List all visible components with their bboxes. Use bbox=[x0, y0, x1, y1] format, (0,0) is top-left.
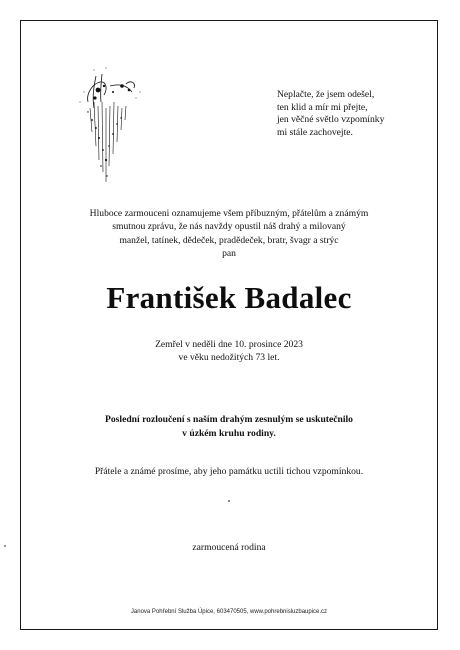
family-signature: zarmoucená rodina bbox=[192, 542, 266, 553]
deceased-name: František Badalec bbox=[106, 280, 352, 315]
memorial-poem: Neplačte, že jsem odešel, ten klid a mír mi přejte, jen věčné světlo vzpomínky mi stále zachovejte. bbox=[277, 89, 385, 138]
candle-ornament-icon bbox=[66, 62, 156, 197]
farewell-info: Poslední rozloučení s naším drahým zesnulým se uskutečnilo v úzkém kruhu rodiny. bbox=[105, 414, 353, 439]
scan-speck bbox=[4, 545, 6, 547]
death-date-info: Zemřel v neděli dne 10. prosince 2023 ve věku nedožitých 73 let. bbox=[155, 339, 303, 363]
scan-speck-center bbox=[228, 500, 230, 502]
friends-request: Přátele a známé prosíme, aby jeho památku uctili tichou vzpomínkou. bbox=[94, 466, 364, 477]
death-announcement: Hluboce zarmouceni oznamujeme všem příbuzným, přátelům a známým smutnou zprávu, že nás navždy opustil náš drahý a milovaný manžel, tatínek, dědeček, pradědeček, bratr, švagr a strýc pan bbox=[89, 208, 369, 260]
funeral-service-footer: Janova Pohřební Služba Úpice, 603470505, www.pohrebnisluzbaupice.cz bbox=[130, 609, 328, 615]
